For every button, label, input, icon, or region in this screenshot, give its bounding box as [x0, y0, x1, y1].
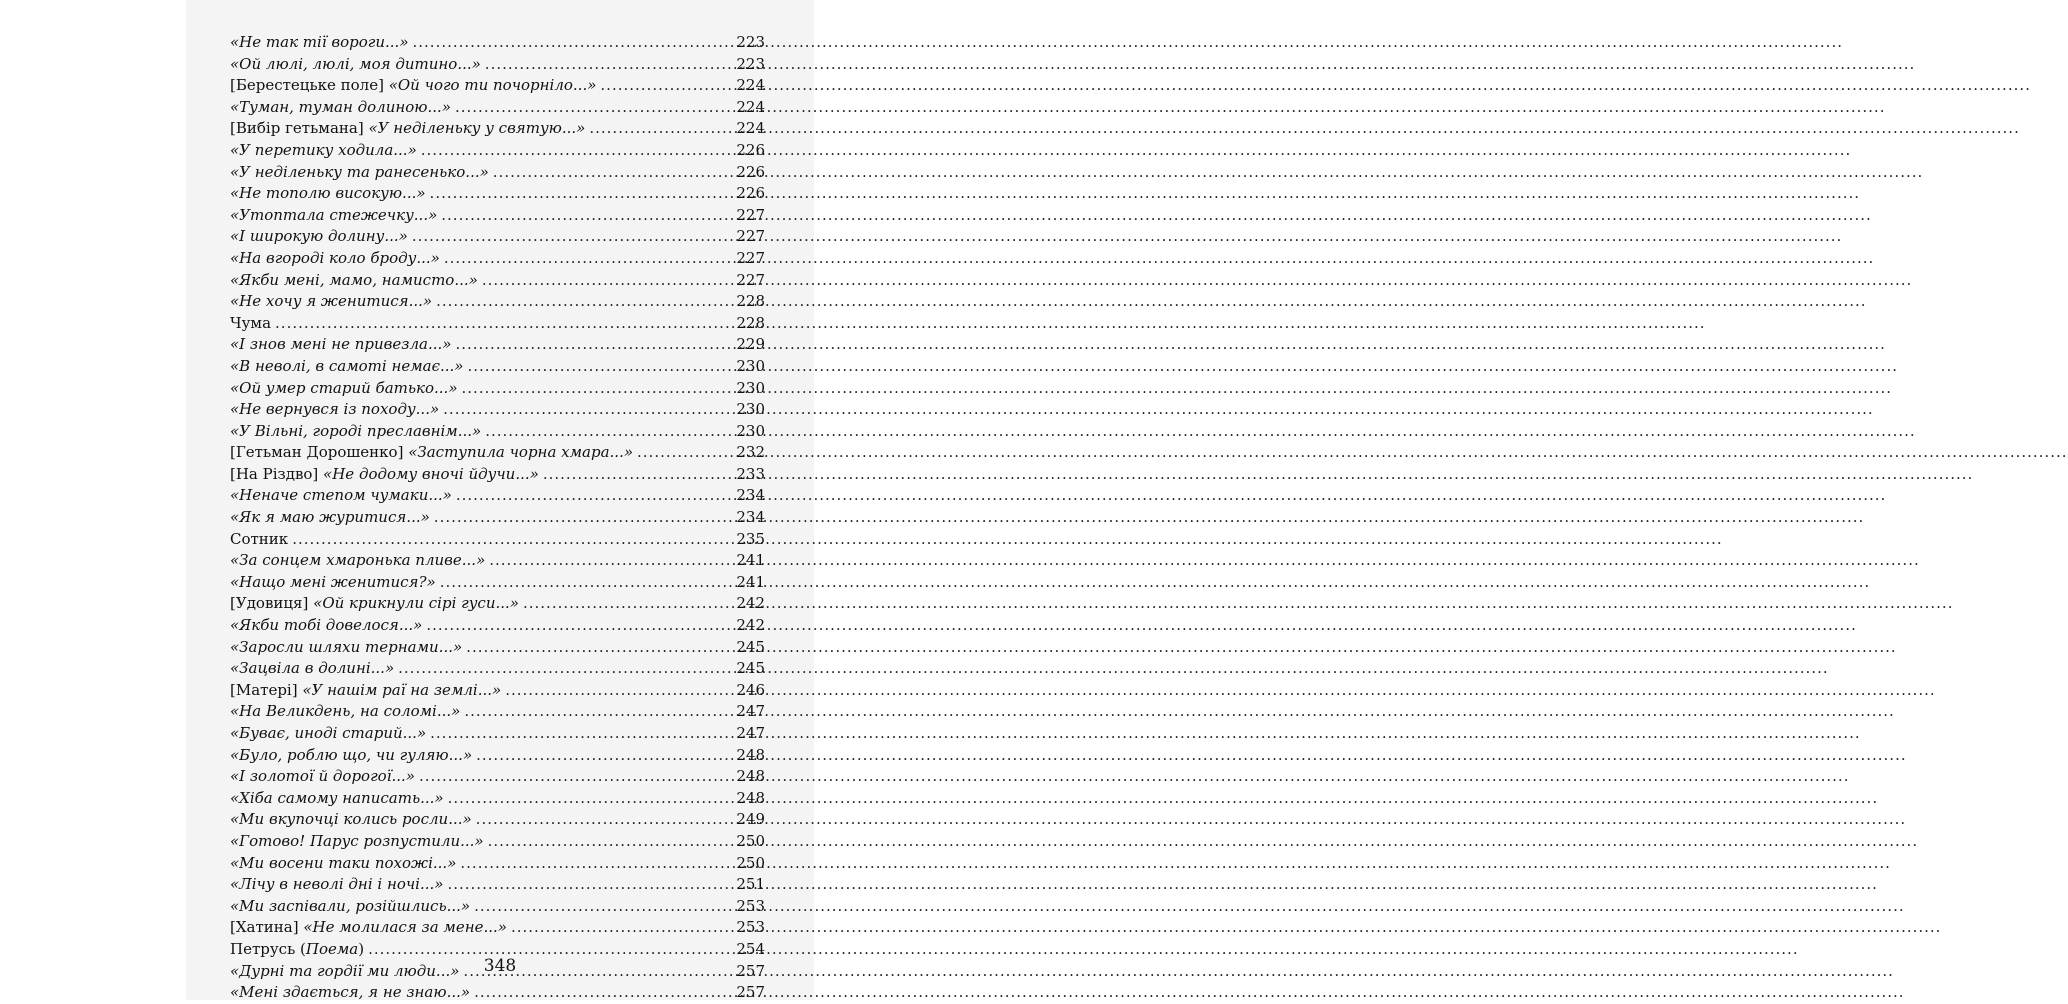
dot-leader: [474, 896, 734, 918]
dot-leader: [426, 615, 734, 637]
toc-entry-page: 235: [736, 529, 765, 548]
toc-entry-title: Чума: [230, 313, 272, 332]
toc-entry-page: 224: [736, 76, 765, 95]
page-number: 348: [483, 956, 517, 976]
toc-entry-title: «Якби мені, мамо, намисто...»: [230, 270, 478, 289]
toc-entry-label: [230, 313, 271, 335]
dot-leader: [466, 637, 734, 659]
toc-entry-page: 227: [736, 205, 765, 224]
dot-leader: [543, 464, 735, 486]
toc-entry-label: [230, 680, 501, 702]
toc-entry-title: «Не вернувся із походу...»: [230, 400, 440, 419]
toc-entry: [230, 550, 765, 572]
toc-entry: [230, 766, 765, 788]
toc-entry-label: [230, 766, 415, 788]
toc-entry-page: 230: [736, 378, 765, 397]
toc-entry-page: 248: [736, 788, 765, 807]
toc-entry: [230, 226, 765, 248]
toc-entry-page: 228: [736, 313, 765, 332]
toc-entry: [230, 529, 765, 551]
toc-entry: [230, 75, 765, 97]
toc-entry: [230, 118, 765, 140]
toc-entry-page: 250: [736, 853, 765, 872]
dot-leader: [275, 313, 734, 335]
toc-entry: [230, 356, 765, 378]
toc-entry-title: «І знов мені не привезла...»: [230, 335, 452, 354]
toc-entry: [230, 464, 765, 486]
toc-entry-page: 253: [736, 896, 765, 915]
dot-leader: [485, 421, 734, 443]
toc-entry: [230, 507, 765, 529]
dot-leader: [441, 205, 734, 227]
toc-entry-label: [230, 853, 456, 875]
toc-entry: [230, 97, 765, 119]
toc-entry-label: [230, 356, 464, 378]
toc-entry-title: «Нащо мені женитися?»: [230, 572, 436, 591]
toc-entry-page: 251: [736, 875, 765, 894]
toc-entry-title: «Не додому вночі йдучи...»: [323, 464, 539, 483]
toc-entry-title: «Хіба самому написать...»: [230, 788, 444, 807]
toc-entry-bracket-title: [На Різдво]: [230, 464, 324, 483]
dot-leader: [448, 788, 735, 810]
dot-leader: [485, 54, 735, 76]
dot-leader: [292, 529, 734, 551]
toc-entry-label: [230, 701, 460, 723]
toc-entry-title: «Утоптала стежечку...»: [230, 205, 438, 224]
toc-entry-label: [230, 917, 507, 939]
toc-entry: [230, 54, 765, 76]
toc-entry-closing-paren: ): [358, 939, 365, 958]
dot-leader: [455, 334, 734, 356]
toc-entry: [230, 917, 765, 939]
toc-entry-title: «Якби тобі довелося...»: [230, 616, 423, 635]
toc-entry: [230, 809, 765, 831]
toc-entry-page: 234: [736, 508, 765, 527]
dot-leader: [430, 723, 734, 745]
toc-entry-genre: Поема: [305, 939, 359, 958]
toc-entry-title: «Ой умер старий батько...»: [230, 378, 458, 397]
toc-entry-title: «Було, роблю що, чи гуляю...»: [230, 745, 473, 764]
toc-entry-page: 253: [736, 918, 765, 937]
toc-entry-page: 229: [736, 335, 765, 354]
toc-entry-title: «За сонцем хмаронька пливе...»: [230, 551, 486, 570]
toc-entry-page: 242: [736, 594, 765, 613]
toc-entry-label: [230, 118, 585, 140]
dot-leader: [447, 874, 734, 896]
toc-entry-title: «І золотої й дорогої...»: [230, 767, 415, 786]
toc-entry-label: [230, 788, 444, 810]
toc-entry-label: [230, 529, 288, 551]
toc-entry-title: «Не молилася за мене...»: [303, 918, 507, 937]
toc-entry-title: «Заросли шляхи тернами...»: [230, 637, 463, 656]
toc-entry-label: [230, 32, 409, 54]
dot-leader: [505, 680, 734, 702]
dot-leader: [413, 32, 735, 54]
dot-leader: [482, 270, 735, 292]
dot-leader: [493, 162, 735, 184]
toc-entry-label: [230, 248, 440, 270]
toc-entry-label: [230, 334, 451, 356]
toc-entry-label: [230, 658, 394, 680]
toc-entry-label: [230, 140, 417, 162]
toc-entry: [230, 745, 765, 767]
toc-entry-label: [230, 421, 481, 443]
toc-entry: [230, 853, 765, 875]
dot-leader: [436, 291, 734, 313]
toc-entry-title: «Ми восени таки похожі...»: [230, 853, 457, 872]
toc-entry: [230, 680, 765, 702]
toc-entry-label: [230, 291, 432, 313]
toc-entry-bracket-title: [Берестецьке поле]: [230, 76, 389, 95]
toc-entry-page: 254: [736, 939, 765, 958]
toc-entry-page: 250: [736, 831, 765, 850]
toc-entry-label: [230, 54, 481, 76]
toc-entry: [230, 270, 765, 292]
toc-entry: [230, 658, 765, 680]
toc-entry-page: 249: [736, 810, 765, 829]
toc-entry: [230, 140, 765, 162]
dot-leader: [440, 572, 735, 594]
toc-entry-title: Петрусь (: [230, 939, 306, 958]
toc-entry-page: 230: [736, 400, 765, 419]
toc-entry-label: [230, 205, 437, 227]
dot-leader: [430, 183, 735, 205]
toc-entry-title: «У неділеньку та ранесенько...»: [230, 162, 489, 181]
dot-leader: [637, 442, 734, 464]
toc-entry-page: 241: [736, 551, 765, 570]
toc-entry-title: «Не тополю високую...»: [230, 184, 426, 203]
toc-entry-label: [230, 874, 443, 896]
toc-entry-title: «В неволі, в самоті немає...»: [230, 356, 464, 375]
toc-entry-title: «Не хочу я женитися...»: [230, 292, 433, 311]
toc-entry: [230, 205, 765, 227]
dot-leader: [460, 853, 734, 875]
toc-entry-page: 232: [736, 443, 765, 462]
dot-leader: [476, 809, 735, 831]
toc-entry-label: [230, 593, 519, 615]
toc-entry-label: [230, 162, 489, 184]
toc-entry-title: «Ми заспівали, розійшлись...»: [230, 896, 471, 915]
toc-entry: [230, 399, 765, 421]
toc-entry: [230, 572, 765, 594]
toc-entry-title: Сотник: [230, 529, 289, 548]
toc-entry-page: 241: [736, 572, 765, 591]
toc-entry-page: 227: [736, 248, 765, 267]
toc-entry: [230, 378, 765, 400]
dot-leader: [443, 399, 734, 421]
toc-entry-page: 224: [736, 119, 765, 138]
toc-entry: [230, 442, 765, 464]
toc-entry-bracket-title: [Хатина]: [230, 918, 304, 937]
toc-entry: [230, 248, 765, 270]
toc-entry-title: «На Великдень, на соломі...»: [230, 702, 461, 721]
toc-entry-title: «Буває, иноді старий...»: [230, 724, 427, 742]
toc-entry-label: [230, 183, 426, 205]
toc-entry: [230, 831, 765, 853]
toc-entry-label: [230, 442, 633, 464]
toc-entry-page: 227: [736, 227, 765, 246]
toc-entry-page: 224: [736, 97, 765, 116]
toc-entry-page: 227: [736, 270, 765, 289]
toc-entry: [230, 615, 765, 637]
toc-entry: [230, 723, 765, 745]
toc-entry-label: [230, 464, 539, 486]
toc-entry-title: «Готово! Парус розпустили...»: [230, 831, 484, 850]
dot-leader: [419, 766, 734, 788]
toc-entry-label: [230, 982, 470, 1004]
toc-entry-label: [230, 378, 458, 400]
dot-leader: [511, 917, 734, 939]
dot-leader: [455, 97, 734, 119]
toc-entry-page: 234: [736, 486, 765, 505]
toc-entry-label: [230, 572, 436, 594]
toc-entry-page: 247: [736, 702, 765, 721]
toc-entry-title: «Заступила чорна хмара...»: [408, 443, 634, 462]
toc-entry-label: [230, 507, 430, 529]
toc-entry-page: 245: [736, 659, 765, 678]
toc-entry: [230, 183, 765, 205]
toc-entry-label: [230, 270, 478, 292]
toc-entry: [230, 982, 765, 1004]
toc-entry-label: [230, 637, 462, 659]
toc-entry-page: 248: [736, 745, 765, 764]
toc-entry-page: 230: [736, 421, 765, 440]
toc-entry: [230, 896, 765, 918]
dot-leader: [434, 507, 735, 529]
toc-entry-page: 245: [736, 637, 765, 656]
toc-entry: [230, 313, 765, 335]
toc-entry-page: 226: [736, 162, 765, 181]
dot-leader: [488, 831, 735, 853]
dot-leader: [421, 140, 735, 162]
toc-entry: [230, 788, 765, 810]
toc-entry-page: 233: [736, 464, 765, 483]
toc-entry-title: «Не так тії вороги...»: [230, 33, 409, 51]
toc-entry-title: «Зацвіла в долині...»: [230, 659, 395, 678]
dot-leader: [476, 745, 734, 767]
toc-entry-label: [230, 723, 426, 745]
dot-leader: [412, 226, 735, 248]
toc-entry-title: «Лічу в неволі дні і ночі...»: [230, 875, 444, 894]
dot-leader: [600, 75, 734, 97]
table-of-contents: [230, 32, 765, 1004]
toc-entry: [230, 874, 765, 896]
toc-entry-page: 246: [736, 680, 765, 699]
toc-entry-title: «Ой люлі, люлі, моя дитино...»: [230, 54, 481, 73]
toc-entry-page: 228: [736, 292, 765, 311]
toc-entry-title: «Туман, туман долиною...»: [230, 97, 451, 116]
toc-entry-bracket-title: [Удовиця]: [230, 594, 314, 613]
toc-entry-title: «Як я маю журитися...»: [230, 508, 430, 527]
dot-leader: [468, 356, 735, 378]
dot-leader: [489, 550, 734, 572]
toc-entry-label: [230, 615, 422, 637]
toc-entry-label: [230, 226, 408, 248]
toc-entry-label: [230, 399, 439, 421]
toc-entry-page: 242: [736, 616, 765, 635]
dot-leader: [589, 118, 734, 140]
toc-entry-bracket-title: [Матері]: [230, 680, 303, 699]
toc-entry: [230, 162, 765, 184]
toc-entry-page: 257: [736, 983, 765, 1002]
toc-entry-bracket-title: [Гетьман Дорошенко]: [230, 443, 409, 462]
toc-entry: [230, 334, 765, 356]
toc-entry-title: «Ми вкупочці колись росли...»: [230, 810, 472, 829]
toc-entry: [230, 637, 765, 659]
toc-entry-page: 223: [736, 33, 765, 51]
toc-entry-title: «У неділеньку у святую...»: [368, 119, 586, 138]
toc-entry-page: 230: [736, 356, 765, 375]
toc-entry-title: «Мені здається, я не знаю...»: [230, 983, 471, 1002]
toc-entry-page: 248: [736, 767, 765, 786]
toc-entry: [230, 421, 765, 443]
toc-entry-title: «Дурні та гордії ми люди...»: [230, 961, 460, 980]
toc-entry-title: «У нашім раї на землі...»: [302, 680, 502, 699]
toc-entry-page: 226: [736, 140, 765, 159]
toc-entry-page: 257: [736, 961, 765, 980]
dot-leader: [398, 658, 734, 680]
toc-entry-page: 226: [736, 184, 765, 203]
dot-leader: [456, 485, 735, 507]
toc-entry: [230, 701, 765, 723]
toc-entry-page: 247: [736, 724, 765, 742]
toc-entry-title: «Неначе степом чумаки...»: [230, 486, 452, 505]
toc-entry-label: [230, 745, 472, 767]
toc-entry: [230, 485, 765, 507]
dot-leader: [462, 378, 735, 400]
toc-entry: [230, 593, 765, 615]
toc-entry-title: «І широкую долину...»: [230, 227, 408, 246]
toc-entry-label: [230, 97, 451, 119]
toc-entry-label: [230, 896, 470, 918]
toc-entry-bracket-title: [Вибір гетьмана]: [230, 119, 369, 138]
dot-leader: [474, 982, 734, 1004]
toc-entry-label: [230, 75, 596, 97]
toc-entry-label: [230, 831, 484, 853]
toc-entry: [230, 32, 765, 54]
dot-leader: [444, 248, 735, 270]
toc-entry-title: «Ой чого ти почорніло...»: [388, 76, 597, 95]
toc-entry-label: [230, 809, 472, 831]
toc-entry-title: «У Вільні, городі преславнім...»: [230, 421, 482, 440]
toc-entry-title: «Ой крикнули сірі гуси...»: [313, 594, 519, 613]
toc-entry-title: «У перетику ходила...»: [230, 140, 417, 159]
toc-entry: [230, 291, 765, 313]
toc-entry-page: 223: [736, 54, 765, 73]
dot-leader: [523, 593, 734, 615]
toc-entry-label: [230, 485, 452, 507]
toc-entry-label: [230, 550, 485, 572]
toc-entry-title: «На вгороді коло броду...»: [230, 248, 440, 267]
dot-leader: [464, 701, 734, 723]
